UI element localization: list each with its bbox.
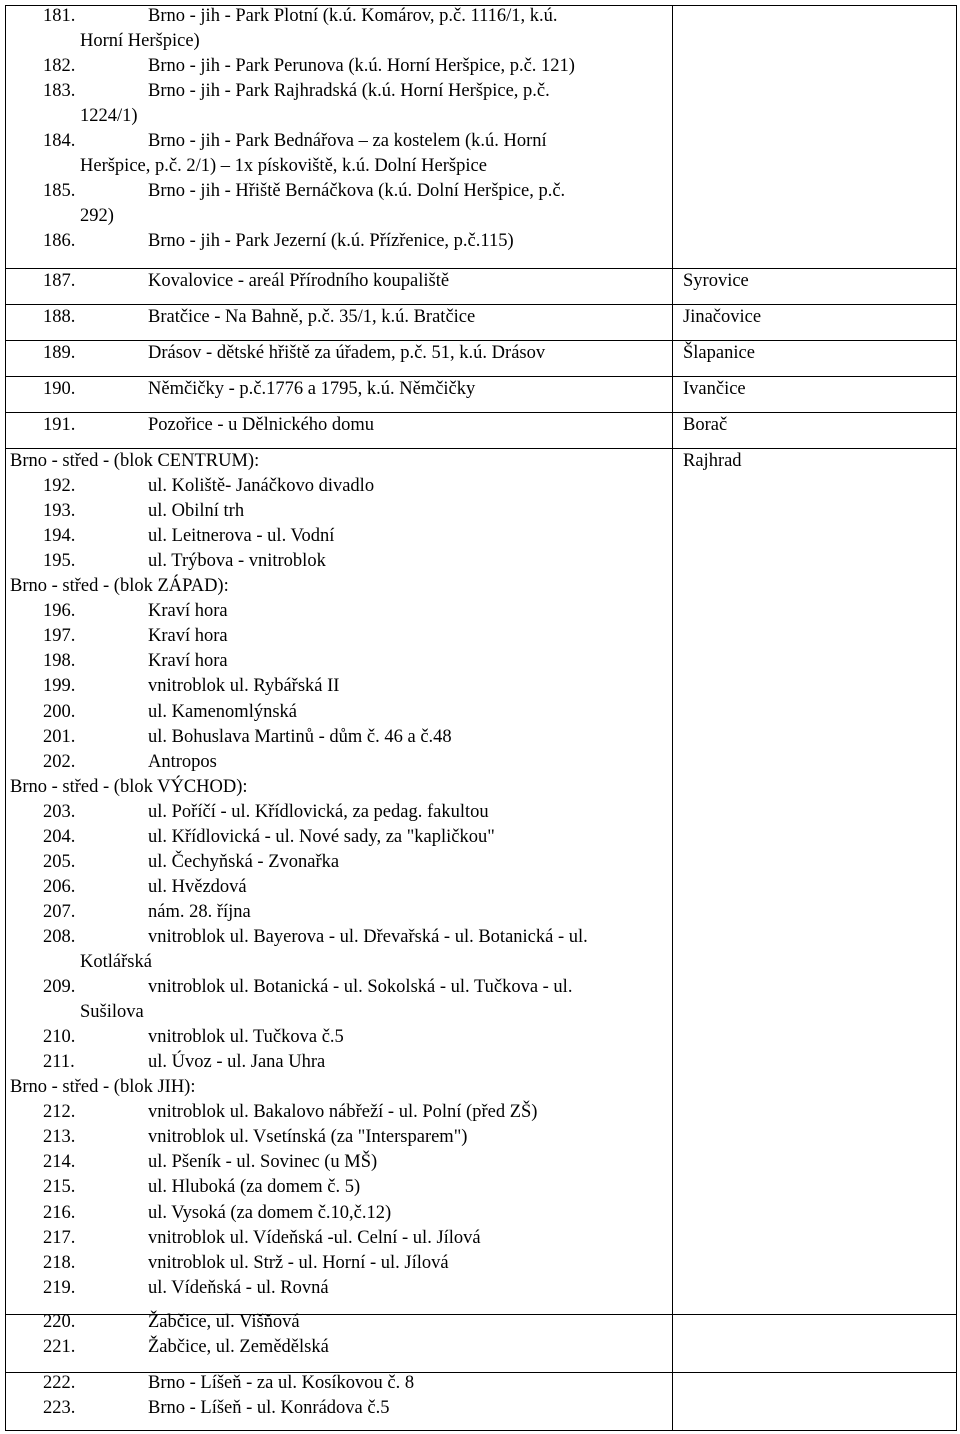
item-text-value: Kotlářská: [80, 952, 152, 972]
item-number-text: 207.: [43, 901, 76, 922]
item-text-value: ul. Vysoká (za domem č.10,č.12): [148, 1202, 392, 1223]
item-text-value: ul. Vídeňská - ul. Rovná: [148, 1277, 329, 1298]
item-number-text: 188.: [43, 307, 76, 327]
item-text-value: Němčičky - p.č.1776 a 1795, k.ú. Němčičky: [148, 379, 476, 399]
item-number-text: 209.: [43, 977, 76, 998]
item-number: [43, 306, 75, 328]
item-text-continued: [80, 30, 200, 52]
item-text-value: ul. Trýbova - vnitroblok: [148, 551, 326, 572]
item-number: [43, 1336, 75, 1358]
item-text-value: Bratčice - Na Bahně, p.č. 35/1, k.ú. Bratčice: [148, 307, 476, 327]
item-text: [148, 500, 244, 522]
item-number: [43, 270, 75, 292]
item-text-value: ul. Bohuslava Martinů - dům č. 46 a č.48: [148, 726, 452, 747]
item-number: [43, 926, 75, 948]
item-text-value: Drásov - dětské hřiště za úřadem, p.č. 51, k.ú. Drásov: [148, 343, 546, 363]
item-number-text: 182.: [43, 56, 76, 77]
section-header-text: Brno - střed - (blok ZÁPAD):: [10, 576, 229, 597]
item-text-value: Kraví hora: [148, 651, 228, 672]
item-number-text: 214.: [43, 1152, 76, 1173]
item-number: [43, 525, 75, 547]
item-number: [43, 625, 75, 647]
item-text: [148, 926, 588, 948]
item-number: [43, 650, 75, 672]
item-number-text: 218.: [43, 1252, 76, 1273]
item-text: [148, 801, 489, 823]
item-text-value: Kraví hora: [148, 601, 228, 622]
item-text: [148, 230, 514, 252]
item-number: [43, 342, 75, 364]
item-number: [43, 180, 75, 202]
item-text: [148, 826, 495, 848]
item-text-value: vnitroblok ul. Vsetínská (za "Intersparem"): [148, 1127, 468, 1148]
municipality-text: Jinačovice: [683, 307, 762, 327]
item-text-value: Kraví hora: [148, 626, 228, 647]
item-text: [148, 675, 339, 697]
item-text-continued: [80, 155, 487, 177]
item-text: [148, 475, 374, 497]
item-text: [148, 1051, 325, 1073]
item-text: [148, 550, 326, 572]
row-divider: [5, 304, 957, 305]
item-number: [43, 675, 75, 697]
item-text: [148, 55, 575, 77]
item-number-text: 222.: [43, 1373, 76, 1393]
item-text: [148, 625, 228, 647]
item-text: [148, 414, 374, 436]
item-number: [43, 600, 75, 622]
item-number: [43, 701, 75, 723]
item-number: [43, 1051, 75, 1073]
item-text-value: Brno - jih - Park Jezerní (k.ú. Přízřenice, p.č.115): [148, 231, 514, 252]
item-number: [43, 550, 75, 572]
item-number-text: 215.: [43, 1177, 76, 1198]
item-text: [148, 976, 572, 998]
item-text: [148, 1176, 360, 1198]
item-number-text: 219.: [43, 1277, 76, 1298]
item-text-value: ul. Hluboká (za domem č. 5): [148, 1177, 361, 1198]
municipality-text: Ivančice: [683, 379, 746, 399]
item-text: [148, 1372, 414, 1394]
item-text-value: Pozořice - u Dělnického domu: [148, 415, 375, 435]
section-header-text: Brno - střed - (blok VÝCHOD):: [10, 776, 248, 797]
item-number: [43, 901, 75, 923]
section-header: [10, 776, 248, 798]
item-number: [43, 1202, 75, 1224]
item-text-value: Brno - jih - Park Bednářova – za kostelem (k.ú. Horní: [148, 131, 547, 152]
item-text: [148, 751, 217, 773]
item-number-text: 220.: [43, 1312, 76, 1332]
item-text-value: vnitroblok ul. Rybářská II: [148, 676, 340, 697]
item-text: [148, 342, 545, 364]
item-number-text: 211.: [43, 1052, 75, 1073]
item-text-value: ul. Čechyňská - Zvonařka: [148, 851, 340, 872]
item-number-text: 186.: [43, 231, 76, 252]
item-number-text: 187.: [43, 271, 76, 291]
item-number: [43, 1252, 75, 1274]
item-number-text: 212.: [43, 1102, 76, 1123]
item-number-text: 195.: [43, 551, 76, 572]
item-number-text: 204.: [43, 826, 76, 847]
item-text: [148, 650, 228, 672]
item-text-value: Sušilova: [80, 1002, 144, 1023]
item-number-text: 181.: [43, 6, 76, 26]
item-text-value: ul. Leitnerova - ul. Vodní: [148, 526, 335, 547]
row-divider: [5, 376, 957, 377]
item-text: [148, 1336, 329, 1358]
item-text-value: Brno - jih - Park Rajhradská (k.ú. Horní Heršpice, p.č.: [148, 81, 550, 102]
item-number: [43, 55, 75, 77]
item-text-value: vnitroblok ul. Botanická - ul. Sokolská - ul. Tučkova - ul.: [148, 977, 573, 998]
item-number-text: 210.: [43, 1027, 76, 1048]
item-number-text: 221.: [43, 1337, 76, 1358]
item-number-text: 196.: [43, 601, 76, 622]
item-number: [43, 230, 75, 252]
column-divider: [672, 5, 673, 1430]
item-text-value: Heršpice, p.č. 2/1) – 1x pískoviště, k.ú. Dolní Heršpice: [80, 156, 487, 177]
item-text-value: ul. Koliště- Janáčkovo divadlo: [148, 476, 375, 497]
item-number-text: 205.: [43, 851, 76, 872]
item-text-value: Žabčice, ul. Zemědělská: [148, 1337, 329, 1358]
section-header: [10, 575, 229, 597]
item-text-value: 1224/1): [80, 106, 138, 127]
table-border-left: [5, 5, 6, 1430]
item-text: [148, 1202, 391, 1224]
item-text-value: Brno - jih - Park Perunova (k.ú. Horní Heršpice, p.č. 121): [148, 56, 575, 77]
item-number-text: 184.: [43, 131, 76, 152]
item-text-value: Kovalovice - areál Přírodního koupaliště: [148, 271, 450, 291]
item-number: [43, 1026, 75, 1048]
item-text: [148, 525, 334, 547]
item-text-value: Brno - jih - Park Plotní (k.ú. Komárov, p.č. 1116/1, k.ú.: [148, 6, 558, 26]
item-text: [148, 1311, 300, 1333]
item-number: [43, 851, 75, 873]
municipality-label: [683, 414, 727, 436]
item-text-value: 292): [80, 206, 114, 227]
item-number-text: 202.: [43, 751, 76, 772]
municipality-label: [683, 450, 742, 472]
item-number-text: 203.: [43, 801, 76, 822]
municipality-text: Šlapanice: [683, 343, 755, 363]
item-text-value: Brno - jih - Hřiště Bernáčkova (k.ú. Dolní Heršpice, p.č.: [148, 181, 566, 202]
item-text-continued: [80, 951, 152, 973]
item-number-text: 223.: [43, 1398, 76, 1419]
section-header: [10, 1076, 195, 1098]
item-text: [148, 378, 475, 400]
item-number-text: 185.: [43, 181, 76, 202]
item-text: [148, 901, 251, 923]
item-text-value: Antropos: [148, 751, 217, 772]
item-text: [148, 1151, 377, 1173]
item-text: [148, 726, 452, 748]
item-text-value: Horní Heršpice): [80, 31, 200, 52]
municipality-label: [683, 270, 749, 292]
item-number: [43, 976, 75, 998]
item-number: [43, 1397, 75, 1419]
item-text-value: vnitroblok ul. Bakalovo nábřeží - ul. Polní (před ZŠ): [148, 1102, 538, 1123]
item-text: [148, 876, 247, 898]
item-text-value: vnitroblok ul. Strž - ul. Horní - ul. Jílová: [148, 1252, 449, 1273]
item-number-text: 190.: [43, 379, 76, 399]
item-text: [148, 1252, 449, 1274]
item-number: [43, 1311, 75, 1333]
item-number: [43, 1151, 75, 1173]
item-number-text: 199.: [43, 676, 76, 697]
item-number: [43, 1227, 75, 1249]
municipality-label: [683, 342, 755, 364]
municipality-label: [683, 378, 746, 400]
section-header: [10, 450, 259, 472]
item-number: [43, 826, 75, 848]
item-text-continued: [80, 1001, 144, 1023]
municipality-label: [683, 306, 761, 328]
item-text-value: nám. 28. října: [148, 901, 251, 922]
item-number-text: 216.: [43, 1202, 76, 1223]
item-text: [148, 80, 550, 102]
item-text-value: ul. Kamenomlýnská: [148, 701, 298, 722]
item-number-text: 213.: [43, 1127, 76, 1148]
item-text-value: vnitroblok ul. Bayerova - ul. Dřevařská - ul. Botanická - ul.: [148, 926, 588, 947]
item-text-value: Brno - Líšeň - za ul. Kosíkovou č. 8: [148, 1373, 415, 1393]
item-number: [43, 378, 75, 400]
item-number: [43, 726, 75, 748]
item-text: [148, 130, 547, 152]
item-text: [148, 1397, 389, 1419]
item-number-text: 198.: [43, 651, 76, 672]
item-number: [43, 1176, 75, 1198]
item-number: [43, 1372, 75, 1394]
item-text-value: ul. Křídlovická - ul. Nové sady, za "kapličkou": [148, 826, 495, 847]
item-text-value: ul. Poříčí - ul. Křídlovická, za pedag. fakultou: [148, 801, 489, 822]
row-divider: [5, 448, 957, 449]
section-header-text: Brno - střed - (blok CENTRUM):: [10, 451, 260, 471]
item-number: [43, 500, 75, 522]
item-number-text: 197.: [43, 626, 76, 647]
item-number-text: 217.: [43, 1227, 76, 1248]
item-number-text: 201.: [43, 726, 76, 747]
section-header-text: Brno - střed - (blok JIH):: [10, 1077, 196, 1098]
item-number: [43, 751, 75, 773]
item-number: [43, 801, 75, 823]
item-number: [43, 80, 75, 102]
table-border-right: [956, 5, 957, 1430]
item-number: [43, 130, 75, 152]
item-text-value: ul. Hvězdová: [148, 876, 247, 897]
municipality-text: Syrovice: [683, 271, 749, 291]
item-number: [43, 1101, 75, 1123]
item-text-value: Žabčice, ul. Višňová: [148, 1312, 300, 1332]
item-text-value: vnitroblok ul. Vídeňská -ul. Celní - ul. Jílová: [148, 1227, 481, 1248]
item-number: [43, 5, 75, 27]
item-number-text: 193.: [43, 501, 76, 522]
item-text-value: ul. Úvoz - ul. Jana Uhra: [148, 1052, 326, 1073]
row-divider: [5, 340, 957, 341]
item-text-value: ul. Pšeník - ul. Sovinec (u MŠ): [148, 1152, 378, 1173]
item-number-text: 206.: [43, 876, 76, 897]
item-text: [148, 1126, 467, 1148]
item-number: [43, 1126, 75, 1148]
item-number-text: 189.: [43, 343, 76, 363]
item-text-continued: [80, 105, 138, 127]
item-number-text: 183.: [43, 81, 76, 102]
item-text: [148, 1026, 344, 1048]
item-text: [148, 306, 475, 328]
item-text: [148, 5, 558, 27]
item-text: [148, 180, 565, 202]
item-text: [148, 270, 449, 292]
item-text-value: Brno - Líšeň - ul. Konrádova č.5: [148, 1398, 390, 1419]
item-number: [43, 414, 75, 436]
item-number-text: 208.: [43, 926, 76, 947]
item-number-text: 191.: [43, 415, 76, 435]
row-divider: [5, 1430, 957, 1431]
item-text: [148, 701, 297, 723]
item-number: [43, 876, 75, 898]
row-divider: [5, 412, 957, 413]
item-text-value: vnitroblok ul. Tučkova č.5: [148, 1027, 344, 1048]
item-number-text: 192.: [43, 476, 76, 497]
item-number-text: 200.: [43, 701, 76, 722]
item-number: [43, 475, 75, 497]
municipality-text: Borač: [683, 415, 728, 435]
item-text: [148, 1101, 537, 1123]
item-text: [148, 1277, 329, 1299]
item-text-value: ul. Obilní trh: [148, 501, 245, 522]
row-divider: [5, 268, 957, 269]
item-text-continued: [80, 205, 114, 227]
item-text: [148, 600, 228, 622]
item-number-text: 194.: [43, 526, 76, 547]
item-text: [148, 1227, 481, 1249]
item-text: [148, 851, 339, 873]
item-number: [43, 1277, 75, 1299]
municipality-text: Rajhrad: [683, 451, 742, 471]
